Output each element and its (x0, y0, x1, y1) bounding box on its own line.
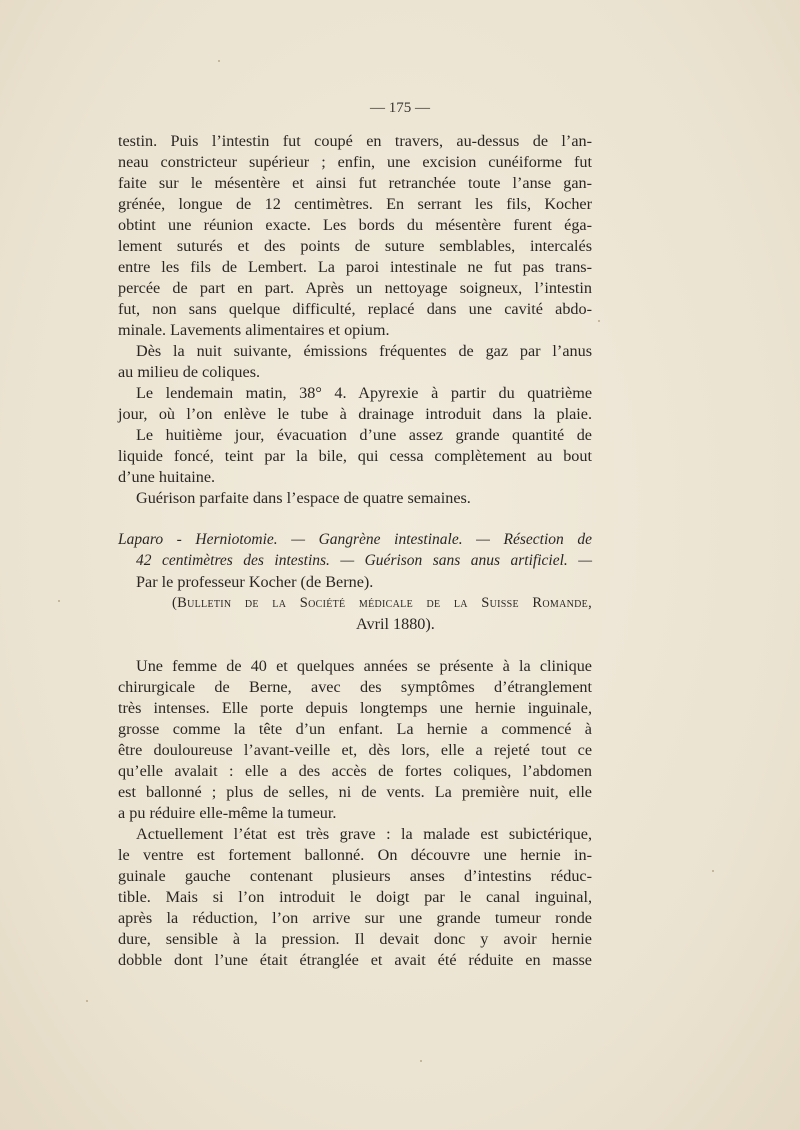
text-line: testin. Puis l’intestin fut coupé en travers, au-dessus de l’an- (118, 132, 592, 150)
text-line: faite sur le mésentère et ainsi fut retranchée toute l’anse gan- (118, 174, 592, 192)
heading-line: Laparo - Herniotomie. — Gangrène intestinale. — Résection de (118, 531, 592, 548)
text-line: fut, non sans quelque difficulté, replacé dans une cavité abdo- (118, 300, 592, 318)
text-line: minale. Lavements alimentaires et opium. (118, 321, 390, 339)
text-line: tible. Mais si l’on introduit le doigt par le canal inguinal, (118, 888, 592, 906)
text-line: Actuellement l’état est très grave : la malade est subictérique, (136, 825, 592, 843)
text-line: très intenses. Elle porte depuis longtemps une hernie inguinale, (118, 699, 592, 717)
source-citation: (Bulletin de la Société médicale de la Suisse Romande, (172, 595, 592, 611)
text-line: être douloureuse l’avant-veille et, dès lors, elle a rejeté tout ce (118, 741, 592, 759)
text-line: a pu réduire elle-même la tumeur. (118, 804, 337, 822)
text-line: lement suturés et des points de suture semblables, intercalés (118, 237, 592, 255)
text-line: entre les fils de Lembert. La paroi intestinale ne fut pas trans- (118, 258, 592, 276)
text-line: dobble dont l’une était étranglée et avait été réduite en masse (118, 951, 592, 969)
text-line: dure, sensible à la pression. Il devait donc y avoir hernie (118, 930, 592, 948)
text-line: au milieu de coliques. (118, 363, 261, 381)
text-line: grosse comme la tête d’un enfant. La hernie a commencé à (118, 720, 592, 738)
text-line: après la réduction, l’on arrive sur une grande tumeur ronde (118, 909, 592, 927)
text-line: percée de part en part. Après un nettoyage soigneux, l’intestin (118, 279, 592, 297)
text-line: jour, où l’on enlève le tube à drainage introduit dans la plaie. (118, 405, 592, 423)
text-line: neau constricteur supérieur ; enfin, une excision cunéiforme fut (118, 153, 592, 171)
text-line: est ballonné ; plus de selles, ni de vents. La première nuit, elle (118, 783, 592, 801)
text-line: le ventre est fortement ballonné. On découvre une hernie in- (118, 846, 592, 864)
text-line: chirurgicale de Berne, avec des symptômes d’étranglement (118, 678, 592, 696)
text-line: qu’elle avalait : elle a des accès de fortes coliques, l’abdomen (118, 762, 592, 780)
text-line: Une femme de 40 et quelques années se présente à la clinique (136, 657, 592, 675)
author-line: Par le professeur Kocher (de Berne). (136, 573, 374, 591)
text-line: Le huitième jour, évacuation d’une assez grande quantité de (136, 426, 592, 444)
text-line: grénée, longue de 12 centimètres. En serrant les fils, Kocher (118, 195, 592, 213)
text-line: Guérison parfaite dans l’espace de quatre semaines. (136, 489, 471, 507)
text-line: d’une huitaine. (118, 468, 216, 486)
text-line: Le lendemain matin, 38° 4. Apyrexie à partir du quatrième (136, 384, 592, 402)
source-date: Avril 1880). (356, 615, 435, 633)
text-line: guinale gauche contenant plusieurs anses d’intestins réduc- (118, 867, 592, 885)
page-number: — 175 — (370, 100, 430, 116)
text-line: liquide foncé, teint par la bile, qui cessa complètement au bout (118, 447, 592, 465)
heading-line: 42 centimètres des intestins. — Guérison sans anus artificiel. — (136, 552, 592, 569)
text-line: Dès la nuit suivante, émissions fréquentes de gaz par l’anus (136, 342, 592, 360)
text-line: obtint une réunion exacte. Les bords du mésentère furent éga- (118, 216, 592, 234)
